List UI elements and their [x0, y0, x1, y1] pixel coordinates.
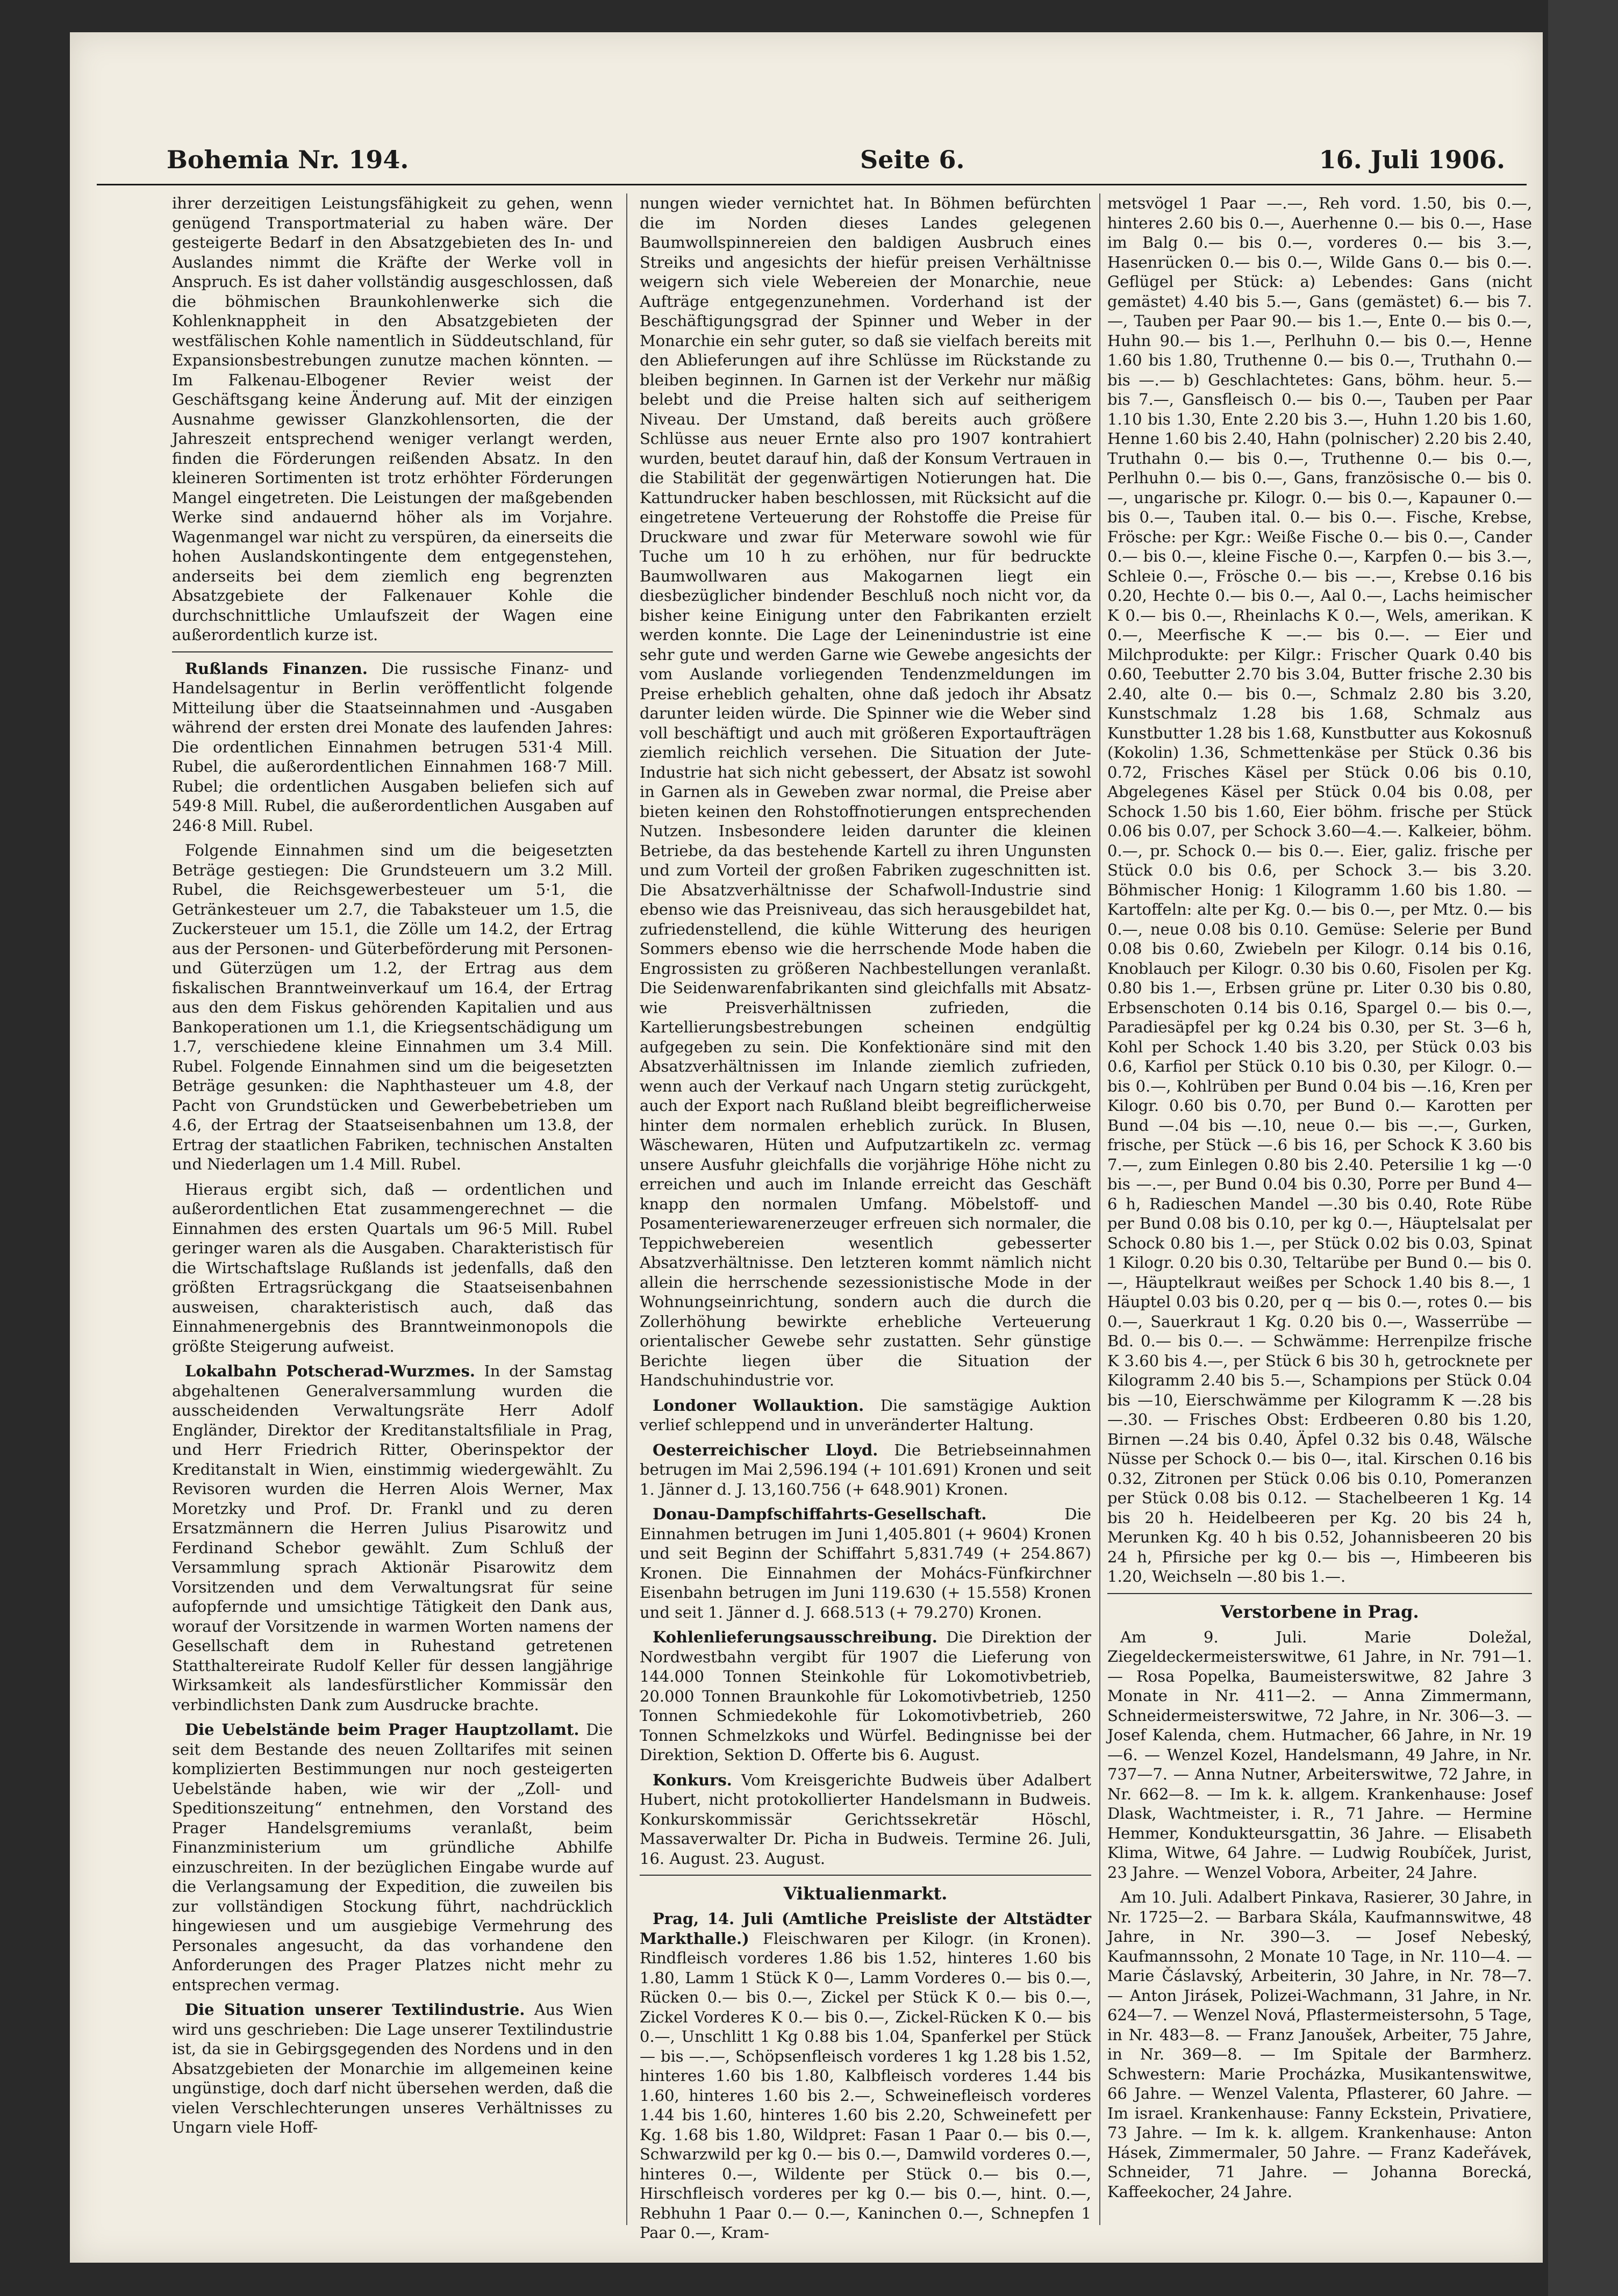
deaths-july-10: Am 10. Juli. Adalbert Pinkava, Rasierer, 30 Jahre, in Nr. 1725—2. — Barbara Skála, Kaufmannswitwe, 48 Jahre, in Nr. 390—3. — Josef Nebeský, Kaufmannssohn, 2 Monate 10 Tage, in Nr. 110—4. — Marie Čáslavský, Arbeiterin, 30 Jahre, in Nr. 78—7. — Anton Jirásek, Polizei-Wachmann, 31 Jahre, in Nr. 624—7. — Wenzel Nová, Pflastermeistersohn, 5 Tage, in Nr. 483—8. — Franz Janoušek, Arbeiter, 75 Jahre, in Nr. 369—8. — Im Spitale der Barmherz. Schwestern: Marie Procházka, Musikantenswitwe, 66 Jahre. — Wenzel Valenta, Pflasterer, 60 Jahre. — Im israel. Krankenhause: Fanny Eckstein, Privatiere, 73 Jahre. — Im k. k. allgem. Krankenhause: Anton Hásek, Zimmermaler, 50 Jahre. — Franz Kadeřávek, Schneider, 71 Jahre. — Johanna Borecká, Kaffeekocher, 24 Jahre.	[1107, 1888, 1532, 2201]
text-bankruptcy: Vom Kreisgerichte Budweis über Adalbert Hubert, nicht protokollierter Handelsmann in Budweis. Konkurskommissär Gerichtssekretär Höschl, Massaverwalter Dr. Picha in Budweis. Termine 26. Juli, 16. August. 23. August.	[640, 1770, 1091, 1868]
article-market-prices	[640, 1909, 1091, 2243]
separator	[172, 651, 613, 652]
text-lloyd: Die Betriebseinnahmen betrugen im Mai 2,596.194 (+ 101.691) Kronen und seit 1. Jänner d. J. 13,160.756 (+ 648.901) Kronen.	[640, 1440, 1091, 1498]
headline-bankruptcy: Konkurs.	[653, 1770, 732, 1789]
column-1	[172, 193, 613, 2225]
column-3	[1107, 193, 1532, 2225]
text-market-prices: Fleischwaren per Kilogr. (in Kronen). Rindfleisch vorderes 1.86 bis 1.52, hinteres 1.60 bis 1.80, Lamm 1 Stück K 0—, Lamm Vorderes 0.— bis 0.—, Rücken 0.— bis 0.—, Zickel per Stück K 0.— bis 0.—, Zickel Vorderes K 0.— bis 0.—, Zickel-Rücken K 0.— bis 0.—, Unschlitt 1 Kg 0.88 bis 1.04, Spanferkel per Stück — bis —.—, Schöpsenfleisch vorderes 1 kg 1.28 bis 1.52, hinteres 1.60 bis 1.80, Kalbfleisch vorderes 1.44 bis 1.60, hinteres 1.60 bis 2.—, Schweinefleisch vorderes 1.44 bis 1.60, hinteres 1.60 bis 2.20, Schweinefett per Kg. 1.68 bis 1.80, Wildpret: Fasan 1 Paar 0.— bis 0.—, Schwarzwild per kg 0.— bis 0.—, Damwild vorderes 0.—, hinteres 0.—, Wildente per Stück 0.— bis 0.—, Hirschfleisch vorderes per kg 0.— bis 0.—, hint. 0.—, Rebhuhn 1 Paar 0.— 0.—, Kaninchen 0.—, Schnepfen 1 Paar 0.—, Kram-	[640, 1929, 1091, 2242]
column-2	[640, 193, 1092, 2242]
headline-london-wool: Londoner Wollauktion.	[653, 1396, 864, 1415]
article-textile-industry	[172, 2000, 613, 2137]
article-russia-finances	[172, 659, 613, 836]
separator	[1107, 1593, 1532, 1594]
column-rule-2	[1099, 193, 1100, 2225]
article-continuation-coal: ihrer derzeitigen Leistungsfähigkeit zu gehen, wenn genügend Transportmaterial zu haben wäre. Der gesteigerte Bedarf in den Absatzgebieten des In- und Auslandes nimmt die Kräfte der Werke voll in Anspruch. Es ist daher vollständig ausgeschlossen, daß die böhmischen Braunkohlenwerke sich die Kohlenknappheit in den Absatzgebieten der westfälischen Kohle namentlich in Süddeutschland, für Expansionsbestrebungen zunutze machen könnten. — Im Falkenau-Elbogener Revier weist der Geschäftsgang keine Änderung auf. Mit der einzigen Ausnahme gewisser Glanzkohlensorten, die der Jahreszeit entsprechend weniger verlangt werden, finden die Förderungen reißenden Absatz. In den kleineren Sortimenten ist trotz erhöhter Förderungen Mangel eingetreten. Die Leistungen der maßgebenden Werke sind andauernd höher als im Vorjahre. Wagenmangel war nicht zu verspüren, da einerseits die hohen Auslandskontingente dem entgegenstehen, anderseits bei dem ziemlich eng begrenzten Absatzgebiete der Falkenauer Kohle die durchschnittliche Umlaufszeit der Wagen eine außerordentlich kurze ist.	[172, 194, 613, 644]
text-local-railway: In der Samstag abgehaltenen Generalversammlung wurden die ausscheidenden Verwaltungsräte Herr Adolf Engländer, Direktor der Kreditanstaltsfiliale in Prag, und Herr Friedrich Ritter, Oberinspektor der Kreditanstalt in Wien, einstimmig wiedergewählt. Zu Revisoren wurden die Herren Alois Werner, Max Moretzky und Prof. Dr. Frankl und zu deren Ersatzmännern die Herren Julius Pisarowitz und Ferdinand Schebor gewählt. Zum Schluß der Versammlung sprach Aktionär Pisarowitz dem Vorsitzenden und dem Verwaltungsrat für seine aufopfernde und umsichtige Tätigkeit den Dank aus, worauf der Vorsitzende in warmen Worten namens der Gesellschaft dem in Ruhestand getretenen Statthaltereirate Rudolf Keller für dessen langjährige Wirksamkeit als landesfürstlicher Kommissär den verbindlichsten Dank zum Ausdrucke brachte.	[172, 1362, 613, 1714]
text-customs-office: Die seit dem Bestande des neuen Zolltarifes mit seinen komplizierten Bestimmungen nur noch gesteigerten Uebelstände haben, wie wir der „Zoll- und Speditionszeitung“ entnehmen, den Vorstand des Prager Handelsgremiums veranlaßt, beim Finanzministerium um gründliche Abhilfe einzuschreiten. In der bezüglichen Eingabe wurde auf die Verlangsamung der Expedition, die zuweilen bis zur vollständigen Stockung führt, nachdrücklich hingewiesen und um ausgiebige Vermehrung des Personales angesucht, da das vorhandene den Anforderungen des Prager Platzes nicht mehr zu entsprechen vermag.	[172, 1720, 613, 1994]
article-lloyd	[640, 1440, 1091, 1499]
paragraph-conclusion: Hieraus ergibt sich, daß — ordentlichen und außerordentlichen Etat zusammengerechnet — die Einnahmen des ersten Quartals um 96·5 Mill. Rubel geringer waren als die Ausgaben. Charakteristisch für die Wirtschaftslage Rußlands ist jedenfalls, daß den größten Ertragsrückgang die Staatseisenbahnen ausweisen, charakteristisch auch, daß das Einnahmenergebnis des Branntweinmonopols die größte Steigerung aufweist.	[172, 1180, 613, 1355]
article-london-wool	[640, 1396, 1091, 1435]
article-coal-tender	[640, 1627, 1091, 1765]
header-page-number: Seite 6.	[860, 145, 965, 174]
article-bankruptcy	[640, 1770, 1091, 1869]
headline-market-prices: Prag, 14. Juli (Amtliche Preisliste der Altstädter Markthalle.)	[640, 1910, 1091, 1948]
headline-customs-office: Die Uebelstände beim Prager Hauptzollamt.	[185, 1720, 579, 1739]
paragraph-revenue: Folgende Einnahmen sind um die beigesetzten Beträge gestiegen: Die Grundsteuern um 3.2 Mill. Rubel, die Reichsgewerbesteuer um 5·1, die Getränkesteuer um 2.7, die Tabaksteuer um 1.5, die Zuckersteuer um 15.1, die Zölle um 14.2, der Ertrag aus der Personen- und Güterbeförderung mit Personen- und Güterzügen um 1.2, der Ertrag aus dem fiskalischen Branntweinverkauf um 16.4, der Ertrag aus den dem Fiskus gehörenden Kapitalien und aus Bankoperationen um 1.1, die Kriegsentschädigung um 1.7, verschiedene kleine Einnahmen um 3.4 Mill. Rubel. Folgende Einnahmen sind um die beigesetzten Beträge gesunken: die Naphthasteuer um 4.8, der Pacht von Grundstücken und Gewerbebetrieben um 4.6, der Ertrag der Staatseisenbahnen um 13.8, der Ertrag der staatlichen Fabriken, technischen Anstalten und Niederlagen um 1.4 Mill. Rubel.	[172, 841, 613, 1173]
headline-danube-steamship: Donau-Dampfschiffahrts-Gesellschaft.	[653, 1505, 987, 1523]
header-publication: Bohemia Nr. 194.	[167, 145, 409, 174]
article-local-railway	[172, 1361, 613, 1714]
headline-textile-industry: Die Situation unserer Textilindustrie.	[185, 2000, 525, 2019]
headline-coal-tender: Kohlenlieferungsausschreibung.	[653, 1628, 937, 1646]
text-russia-finances: Die russische Finanz- und Handelsagentur in Berlin veröffentlicht folgende Mitteilung über die Staatseinnahmen und -Ausgaben während der ersten drei Monate des laufenden Jahres: Die ordentlichen Einnahmen betrugen 531·4 Mill. Rubel, die außerordentlichen Einnahmen 168·7 Mill. Rubel; die ordentlichen Ausgaben beliefen sich auf 549·8 Mill. Rubel, die außerordentlichen Ausgaben auf 246·8 Mill. Rubel.	[172, 659, 613, 835]
deaths-july-9: Am 9. Juli. Marie Doležal, Ziegeldeckermeisterswitwe, 61 Jahre, in Nr. 791—1. — Rosa Popelka, Baumeisterswitwe, 82 Jahre 3 Monate in Nr. 411—2. — Anna Zimmermann, Schneidermeisterswitwe, 72 Jahre, in Nr. 306—3. — Josef Kalenda, chem. Hutmacher, 66 Jahre, in Nr. 19—6. — Wenzel Kozel, Handelsmann, 49 Jahre, in Nr. 737—7. — Anna Nutner, Arbeiterswitwe, 72 Jahre, in Nr. 662—8. — Im k. k. allgem. Krankenhause: Josef Dlask, Wachtmeister, i. R., 71 Jahre. — Hermine Hemmer, Kondukteursgattin, 36 Jahre. — Elisabeth Klima, Witwe, 64 Jahre. — Ludwig Roubíček, Jurist, 23 Jahre. — Wenzel Vobora, Arbeiter, 24 Jahre.	[1107, 1627, 1532, 1882]
text-coal-tender: Die Direktion der Nordwestbahn vergibt für 1907 die Lieferung von 144.000 Tonnen Steinkohle für Lokomotivbetrieb, 20.000 Tonnen Braunkohle für Lokomotivbetrieb, 1250 Tonnen Schmiedekohle für Lokomotivbetrieb, 260 Tonnen Schmelzkoks und Würfel. Bedingnisse bei der Direktion, Sektion D. Offerte bis 6. August.	[640, 1628, 1092, 1764]
section-title-market: Viktualienmarkt.	[783, 1883, 948, 1904]
text-danube-steamship: Die Einnahmen betrugen im Juni 1,405.801 (+ 9604) Kronen und seit Beginn der Schiffahrt 5,831.749 (+ 254.867) Kronen. Die Einnahmen der Mohács-Fünfkirchner Eisenbahn betrugen im Juni 119.630 (+ 15.558) Kronen und seit 1. Jänner d. J. 668.513 (+ 79.270) Kronen.	[640, 1505, 1091, 1621]
column-rule-1	[626, 193, 627, 2225]
scan-edge-strip	[1548, 0, 1618, 2296]
article-textile-continuation: nungen wieder vernichtet hat. In Böhmen befürchten die im Norden dieses Landes gelegenen Baumwollspinnereien den baldigen Ausbruch eines Streiks und angesichts der hiefür preisen Verhältnisse weigern sich viele Webereien der Monarchie, neue Aufträge entgegenzunehmen. Vorderhand ist der Beschäftigungsgrad der Spinner und Weber in der Monarchie ein sehr guter, so daß sie vielfach bereits mit den Ablieferungen auf ihre Schlüsse im Rückstande zu bleiben beginnen. In Garnen ist der Verkehr nur mäßig belebt und die Preise halten sich auf seitherigem Niveau. Der Umstand, daß bereits auch größere Schlüsse aus neuer Ernte also pro 1907 kontrahiert wurden, beutet darauf hin, daß der Konsum Vertrauen in die Stabilität der gegenwärtigen Notierungen hat. Die Kattundrucker haben beschlossen, mit Rücksicht auf die eingetretene Verteuerung der Rohstoffe die Preise für Druckware und zwar für Meterware sowohl wie für Tuche um 10 h zu erhöhen, nur für bedruckte Baumwollwaren aus Makogarnen liegt ein diesbezüglicher bindender Beschluß noch nicht vor, da bisher keine Einigung unter den Fabrikanten erzielt werden konnte. Die Lage der Leinenindustrie ist eine sehr gute und werden Garne wie Gewebe angesichts der vom Auslande vorliegenden Tendenzmeldungen im Preise erheblich gehalten, ohne daß jedoch ihr Absatz darunter leiden würde. Die Spinner wie die Weber sind voll beschäftigt und auch mit größeren Exportaufträgen ziemlich reichlich versehen. Die Situation der Jute-Industrie hat sich nicht gebessert, der Absatz ist sowohl in Garnen als in Geweben zwar normal, die Preise aber bieten keinen den Rohstoffnotierungen entsprechenden Nutzen. Insbesondere leiden darunter die kleinen Betriebe, da das bestehende Kartell zu ihren Ungunsten und zum Vorteil der großen Fabriken zugeschnitten ist. Die Absatzverhältnisse der Schafwoll-Industrie sind ebenso wie das Preisniveau, das sich herausgebildet hat, zufriedenstellend, die kühle Witterung des heurigen Sommers ebenso wie die herrschende Mode haben die Engrossisten zu größeren Nachbestellungen veranlaßt. Die Seidenwarenfabrikanten sind gleichfalls mit Absatz- wie Preisverhältnissen zufrieden, die Kartellierungsbestrebungen scheinen endgültig aufgegeben zu sein. Die Konfektionäre sind mit den Absatzverhältnissen im Inlande ziemlich zufrieden, wenn auch der Verkauf nach Ungarn stetig zurückgeht, auch der Export nach Rußland bleibt begreiflicherweise hinter dem normalen erheblich zurück. In Blusen, Wäschewaren, Hüten und Aufputzartikeln zc. vermag unsere Ausfuhr gleichfalls die vorjährige Höhe nicht zu erreichen und auch im Inlande erreicht das Geschäft knapp den normalen Umfang. Möbelstoff- und Posamenteriewarenerzeuger erfreuen sich normaler, die Teppichwebereien wesentlich gebesserter Absatzverhältnisse. Den letzteren kommt nämlich nicht allein die herrschende sezessionistische Mode in der Wohnungseinrichtung, sondern auch die durch die Zollerhöhung bewirkte erhebliche Verteuerung orientalischer Gewebe sehr zustatten. Sehr günstige Berichte liegen über die Situation der Handschuhindustrie vor.	[640, 194, 1091, 1389]
article-customs-office	[172, 1720, 613, 1994]
page-header	[97, 141, 1527, 185]
article-danube-steamship	[640, 1504, 1091, 1622]
separator	[640, 1875, 1091, 1876]
text-london-wool: Die samstägige Auktion verlief schleppend und in unveränderter Haltung.	[640, 1396, 1091, 1434]
market-prices-continuation: metsvögel 1 Paar —.—, Reh vord. 1.50, bis 0.—, hinteres 2.60 bis 0.—, Auerhenne 0.— bis 0.—, Hase im Balg 0.— bis 0.—, vorderes 0.— bis 3.—, Hasenrücken 0.— bis 0.—, Wilde Gans 0.— bis 0.—. Geflügel per Stück: a) Lebendes: Gans (nicht gemästet) 4.40 bis 5.—, Gans (gemästet) 6.— bis 7.—, Tauben per Paar 90.— bis 1.—, Ente 0.— bis 0.—, Huhn 90.— bis 1.—, Perlhuhn 0.— bis 0.—, Henne 1.60 bis 1.80, Truthenne 0.— bis 0.—, Truthahn 0.— bis —.— b) Geschlachtetes: Gans, böhm. heur. 5.— bis 7.—, Gansfleisch 0.— bis 0.—, Tauben per Paar 1.10 bis 1.30, Ente 2.20 bis 3.—, Huhn 1.20 bis 1.60, Henne 1.60 bis 2.40, Hahn (polnischer) 2.20 bis 2.40, Truthahn 0.— bis 0.—, Truthenne 0.— bis 0.—, Perlhuhn 0.— bis 0.—, Gans, französische 0.— bis 0.—, ungarische pr. Kilogr. 0.— bis 0.—, Kapauner 0.— bis 0.—, Tauben ital. 0.— bis 0.—. Fische, Krebse, Frösche: per Kgr.: Weiße Fische 0.— bis 0.—, Cander 0.— bis 0.—, kleine Fische 0.—, Karpfen 0.— bis 3.—, Schleie 0.—, Frösche 0.— bis —.—, Krebse 0.16 bis 0.20, Hechte 0.— bis 0.—, Aal 0.—, Lachs heimischer K 0.— bis 0.—, Rheinlachs K 0.—, Wels, amerikan. K 0.—, Meerfische K —.— bis 0.—. — Eier und Milchprodukte: per Kilgr.: Frischer Quark 0.40 bis 0.60, Teebutter 2.70 bis 3.04, Butter frische 2.30 bis 2.40, alte 0.— bis 0.—, Schmalz 2.80 bis 3.20, Kunstschmalz 1.28 bis 1.68, Schmalz aus Kunstbutter 1.28 bis 1.68, Kunstbutter aus Kokosnuß (Kokolin) 1.36, Schmettenkäse per Stück 0.36 bis 0.72, Frisches Käsel per Stück 0.06 bis 0.10, Abgelegenes Käsel per Stück 0.04 bis 0.08, per Schock 1.50 bis 1.60, Eier böhm. frische per Stück 0.06 bis 0.07, per Schock 3.60—4.—. Kalkeier, böhm. 0.—, pr. Schock 0.— bis 0.—. Eier, galiz. frische per Stück 0.0 bis 0.6, per Schock 3.— bis 3.20. Böhmischer Honig: 1 Kilogramm 1.60 bis 1.80. — Kartoffeln: alte per Kg. 0.— bis 0.—, per Mtz. 0.— bis 0.—, neue 0.08 bis 0.10. Gemüse: Selerie per Bund 0.08 bis 0.60, Zwiebeln per Kilogr. 0.14 bis 0.16, Knoblauch per Kilogr. 0.30 bis 0.60, Fisolen per Kg. 0.80 bis 1.—, Erbsen grüne pr. Liter 0.30 bis 0.80, Erbsenschoten 0.14 bis 0.16, Spargel 0.— bis 0.—, Paradiesäpfel per kg 0.24 bis 0.30, per St. 3—6 h, Kohl per Schock 1.40 bis 3.20, per Stück 0.03 bis 0.6, Karfiol per Stück 0.10 bis 0.30, per Kilogr. 0.— bis 0.—, Kohlrüben per Bund 0.04 bis —.16, Kren per Kilogr. 0.60 bis 0.70, per Bund 0.— Karotten per Bund —.04 bis —.10, neue 0.— bis —.—, Gurken, frische, per Stück —.6 bis 16, per Schock K 3.60 bis 7.—, zum Einlegen 0.80 bis 2.40. Petersilie 1 kg —·0 bis —.—, per Bund 0.04 bis 0.30, Porre per Bund 4—6 h, Radieschen Mandel —.30 bis 0.40, Rote Rübe per Bund 0.08 bis 0.10, per kg 0.—, Häuptelsalat per Schock 0.80 bis 1.—, per Stück 0.02 bis 0.03, Spinat 1 Kilogr. 0.20 bis 0.30, Teltarübe per Bund 0.— bis 0.—, Häuptelkraut weißes per Schock 1.40 bis 8.—, 1 Häuptel 0.03 bis 0.20, per q — bis 0.—, rotes 0.— bis 0.—, Sauerkraut 1 Kg. 0.20 bis 0.—, Wasserrübe — Bd. 0.— bis 0.—. — Schwämme: Herrenpilze frische K 3.60 bis 4.—, per Stück 6 bis 30 h, getrocknete per Kilogramm 2.40 bis 5.—, Schampions per Stück 0.04 bis —10, Eierschwämme per Kilogramm K —.28 bis —.30. — Frisches Obst: Erdbeeren 0.80 bis 1.20, Birnen —.24 bis 0.40, Äpfel 0.32 bis 0.48, Wälsche Nüsse per Schock 0.— bis 0—, ital. Kirschen 0.16 bis 0.32, Zitronen per Stück 0.06 bis 0.10, Pomeranzen per Stück 0.08 bis 0.12. — Stachelbeeren 1 Kg. 14 bis 20 h. Heidelbeeren per Kg. 20 bis 24 h, Merunken Kg. 40 h bis 0.52, Johannisbeeren 20 bis 24 h, Pfirsiche per kg 0.— bis —, Himbeeren bis 1.20, Weichseln —.80 bis 1.—.	[1107, 194, 1532, 1585]
header-date: 16. Juli 1906.	[1319, 145, 1505, 174]
text-textile-industry: Aus Wien wird uns geschrieben: Die Lage unserer Textilindustrie ist, da sie in Gebirgsgegenden des Nordens und in den Absatzgebieten der Monarchie im allgemeinen keine ungünstige, doch darf nicht übersehen werden, daß die vielen Verschlechterungen unseres Verhältnisses zu Ungarn viele Hoff-	[172, 2000, 613, 2136]
section-title-deaths: Verstorbene in Prag.	[1220, 1601, 1419, 1622]
headline-russia-finances: Rußlands Finanzen.	[185, 659, 368, 678]
headline-local-railway: Lokalbahn Potscherad-Wurzmes.	[185, 1362, 476, 1380]
headline-lloyd: Oesterreichischer Lloyd.	[653, 1440, 878, 1459]
